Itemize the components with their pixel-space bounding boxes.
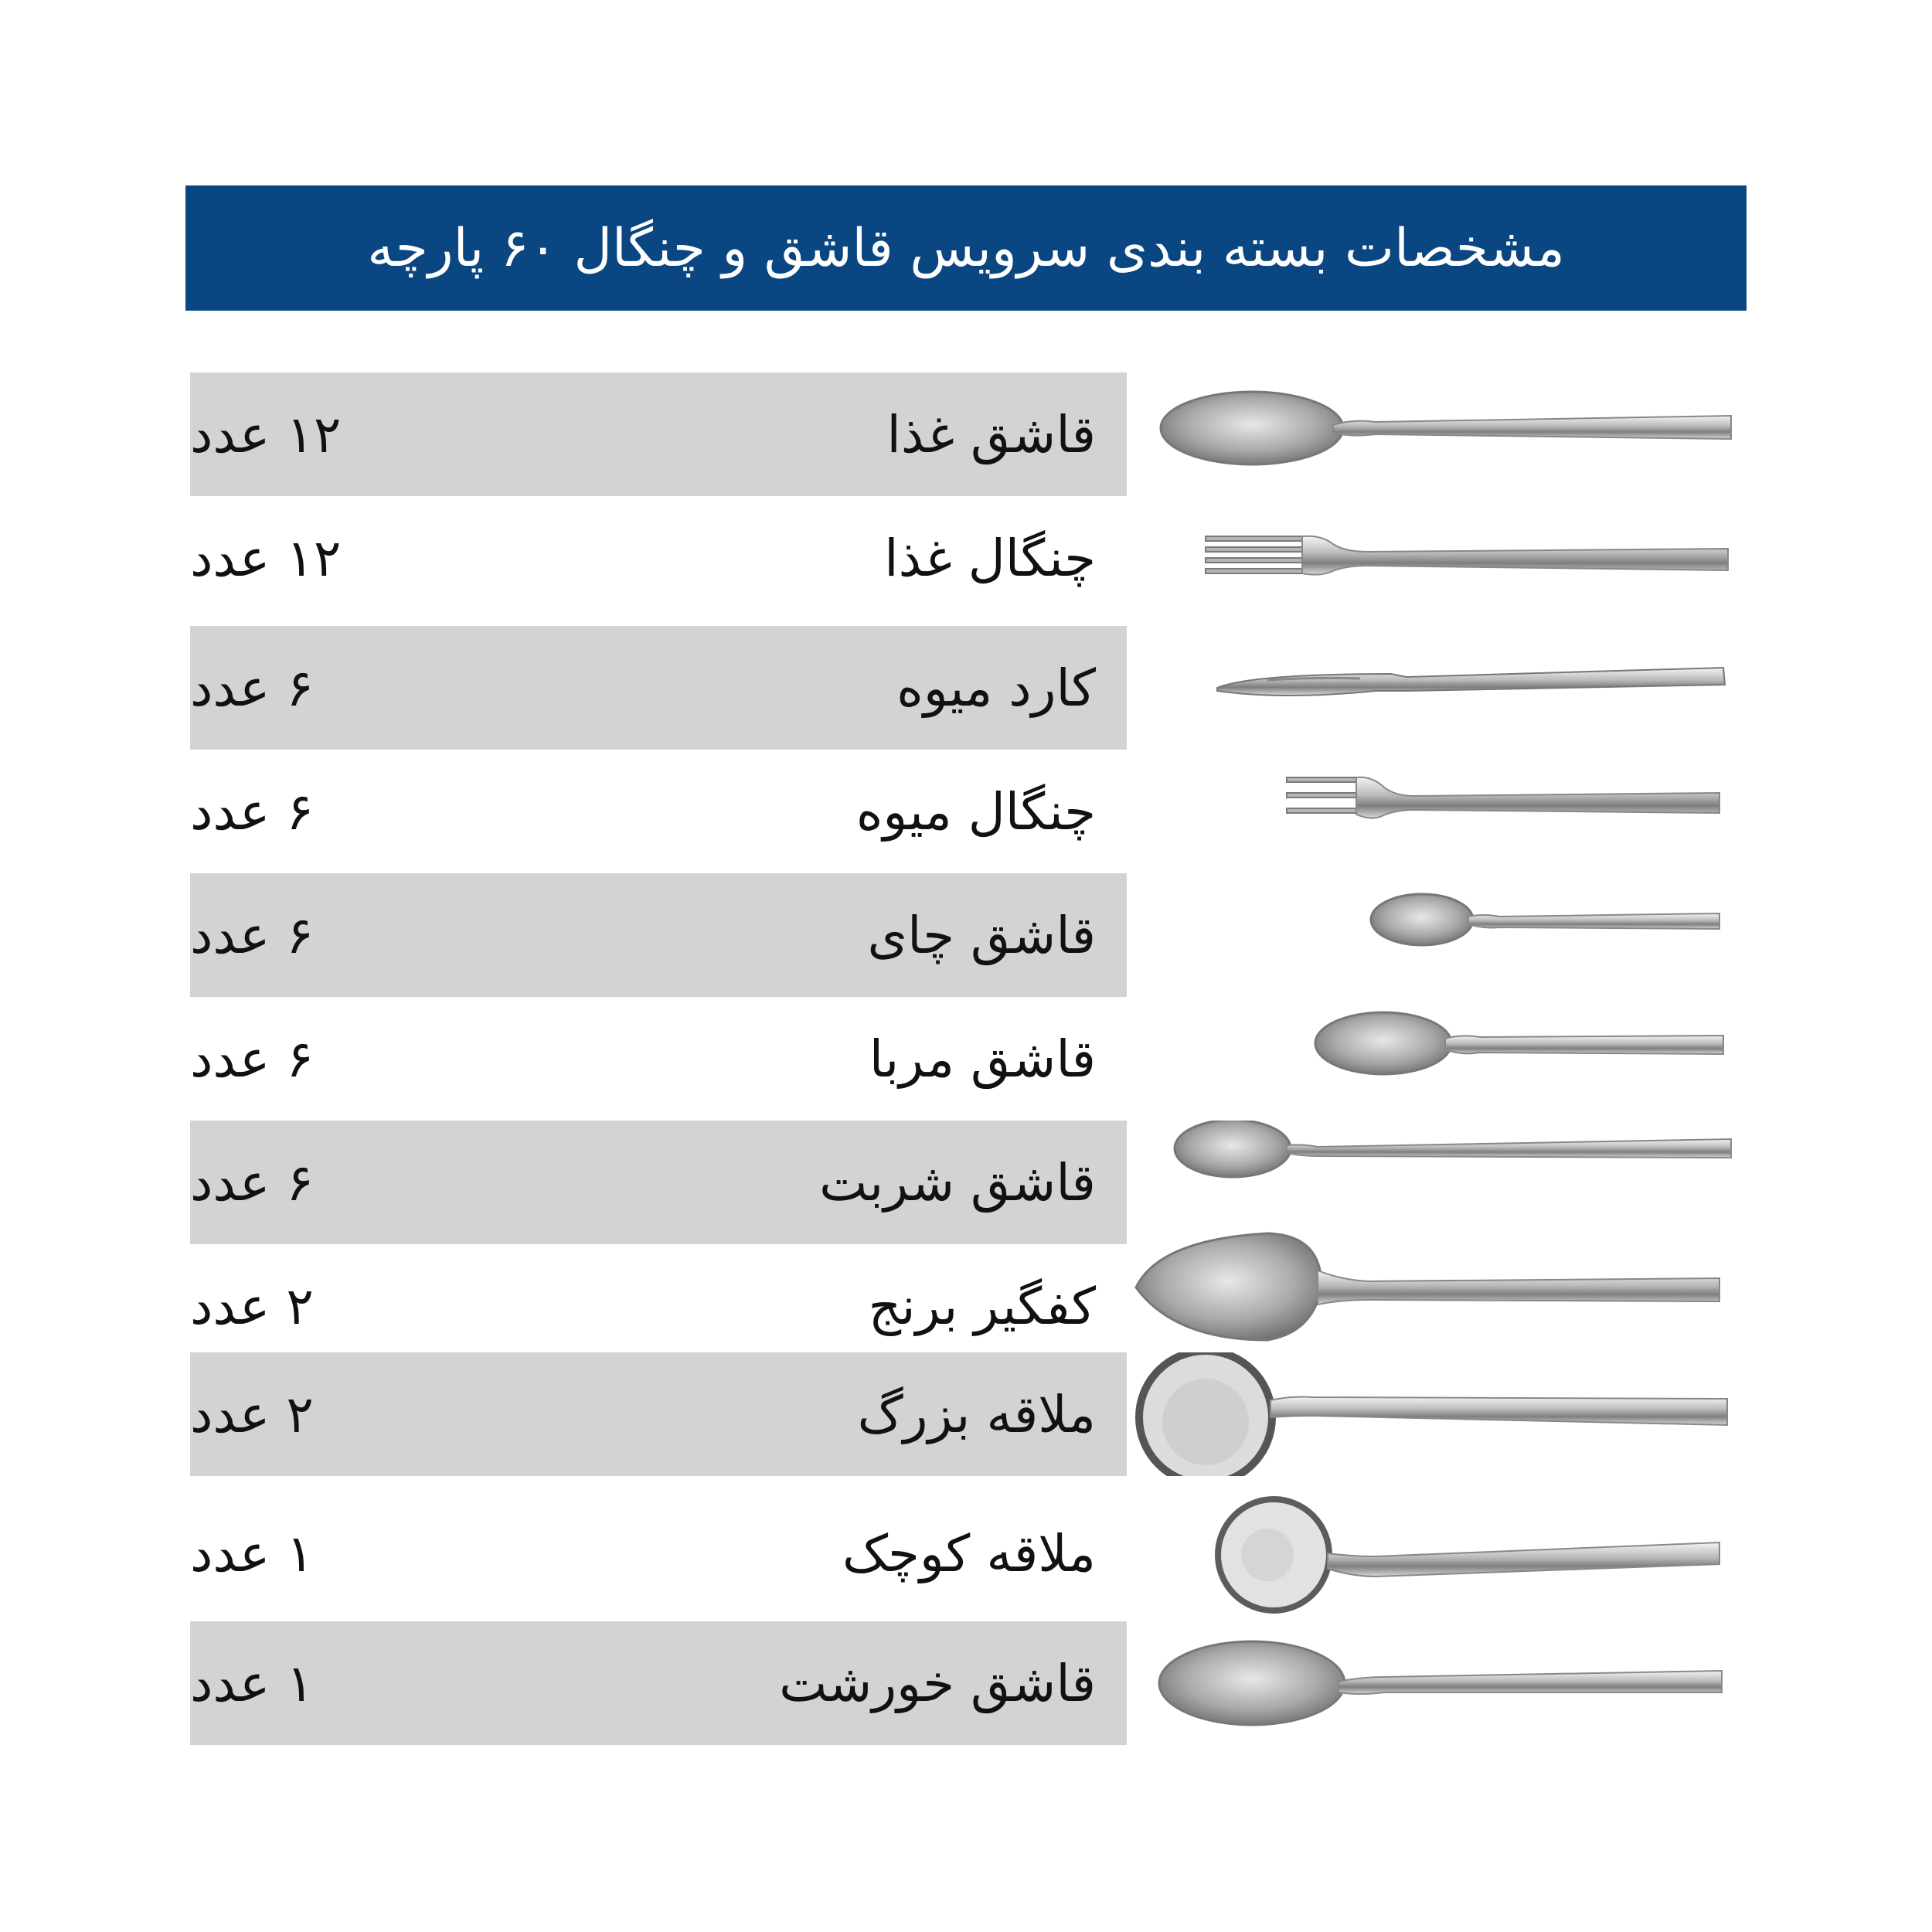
item-name: ملاقه بزرگ: [857, 1384, 1096, 1444]
item-row-tea-spoon: [190, 873, 1127, 997]
item-quantity: ۱۲ عدد: [190, 404, 342, 464]
item-row-dinner-spoon: [190, 372, 1127, 496]
item-quantity: ۶ عدد: [190, 781, 314, 842]
item-quantity: ۶ عدد: [190, 1152, 314, 1213]
stew-spoon-icon: [1128, 1621, 1747, 1745]
rice-server-icon: [1128, 1224, 1747, 1348]
item-quantity: ۲ عدد: [190, 1384, 314, 1444]
item-name: ملاقه کوچک: [842, 1523, 1096, 1583]
item-row-jam-spoon: [190, 997, 1127, 1121]
item-quantity: ۶ عدد: [190, 658, 314, 718]
page-title: مشخصات بسته بندی سرویس قاشق و چنگال ۶۰ پارچه: [185, 185, 1747, 311]
fruit-fork-icon: [1128, 750, 1747, 873]
item-row-dinner-fork: [190, 496, 1127, 620]
item-quantity: ۱۲ عدد: [190, 528, 342, 588]
item-quantity: ۱ عدد: [190, 1653, 314, 1713]
item-quantity: ۶ عدد: [190, 1029, 314, 1089]
dinner-fork-icon: [1128, 496, 1747, 620]
item-name: کفگیر برنج: [868, 1276, 1096, 1336]
item-name: کارد میوه: [896, 658, 1096, 718]
item-quantity: ۱ عدد: [190, 1523, 314, 1583]
item-row-fruit-knife: [190, 626, 1127, 750]
item-name: چنگال غذا: [884, 528, 1096, 588]
item-row-rice-server: [190, 1244, 1127, 1368]
item-quantity: ۲ عدد: [190, 1276, 314, 1336]
item-row-fruit-fork: [190, 750, 1127, 873]
item-name: قاشق چای: [867, 905, 1096, 965]
item-row-large-ladle: [190, 1352, 1127, 1476]
jam-spoon-icon: [1128, 997, 1747, 1121]
item-quantity: ۶ عدد: [190, 905, 314, 965]
item-name: قاشق مربا: [869, 1029, 1096, 1089]
large-ladle-icon: [1128, 1352, 1747, 1476]
item-name: قاشق خورشت: [779, 1653, 1096, 1713]
item-row-small-ladle: [190, 1492, 1127, 1615]
item-name: چنگال میوه: [855, 781, 1096, 842]
tea-spoon-icon: [1128, 873, 1747, 997]
small-ladle-icon: [1128, 1492, 1747, 1615]
item-row-sherbet-spoon: [190, 1121, 1127, 1244]
item-name: قاشق غذا: [886, 404, 1096, 464]
item-row-stew-spoon: [190, 1621, 1127, 1745]
fruit-knife-icon: [1128, 626, 1747, 750]
dinner-spoon-icon: [1128, 372, 1747, 496]
item-name: قاشق شربت: [819, 1152, 1096, 1213]
